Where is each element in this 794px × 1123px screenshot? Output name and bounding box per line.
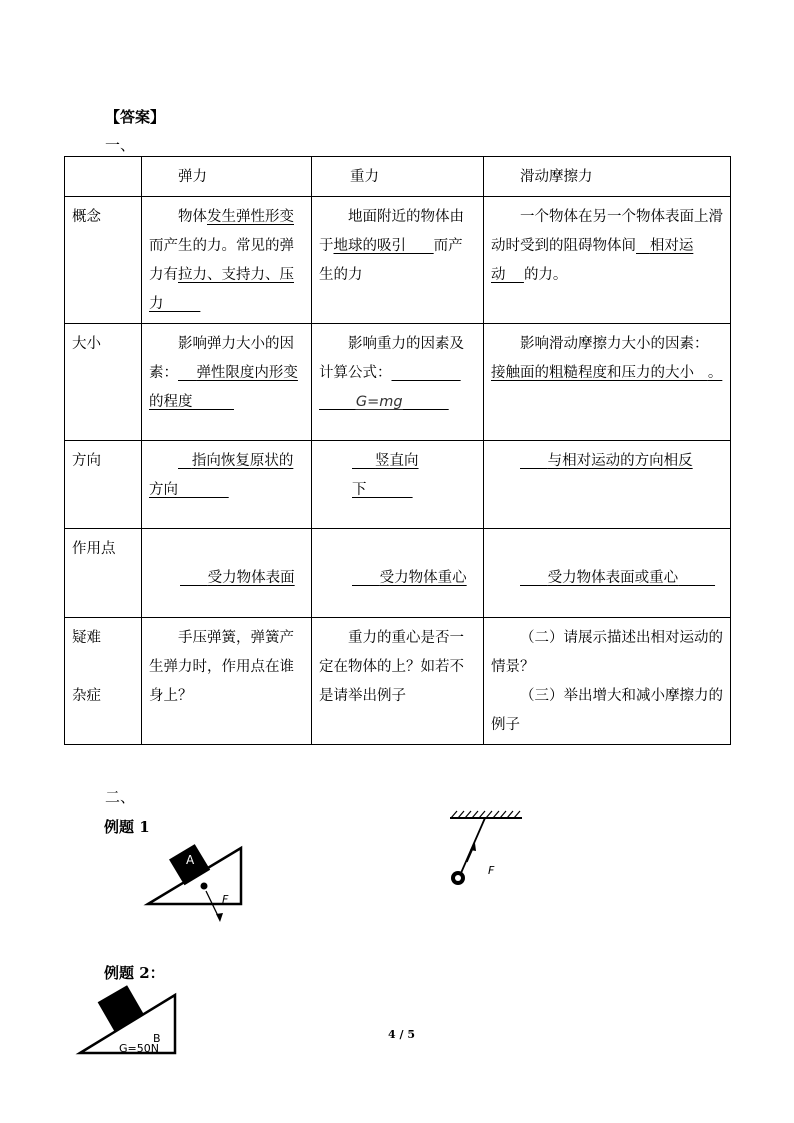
cell-elastic-direction: 指向恢复原状的方向: [142, 441, 312, 529]
cell-friction-direction: 与相对运动的方向相反: [484, 441, 731, 529]
table-row: [65, 324, 731, 441]
cell-elastic-magnitude: 影响弹力大小的因素： 弹性限度内形变的程度: [142, 324, 312, 441]
section-one-label: 一、: [105, 136, 136, 154]
table-row: [65, 618, 731, 745]
header-empty: [65, 157, 142, 197]
table-row: [65, 441, 731, 529]
block-a-label: A: [186, 853, 195, 867]
cell-gravity-concept: 地面附近的物体由于地球的吸引 而产生的力: [312, 197, 484, 324]
cell-elastic-difficult: 手压弹簧，弹簧产生弹力时，作用点在谁身上？: [142, 618, 312, 745]
cell-gravity-difficult: 重力的重心是否一定在物体的上？如若不是请举出例子: [312, 618, 484, 745]
table-row: [65, 197, 731, 324]
incline-diagram-2: [74, 985, 184, 1059]
cell-friction-point: 受力物体表面或重心: [484, 529, 731, 618]
comparison-table: [64, 156, 731, 745]
force-label-f2: F: [488, 864, 495, 877]
header-friction: 滑动摩擦力: [484, 157, 731, 197]
cell-gravity-point: 受力物体重心: [312, 529, 484, 618]
cell-friction-magnitude: 影响滑动摩擦力大小的因素： 接触面的粗糙程度和压力的大小 。: [484, 324, 731, 441]
cell-gravity-magnitude: 影响重力的因素及计算公式： G=mg: [312, 324, 484, 441]
force-label-f: F: [222, 893, 229, 906]
header-elastic: 弹力: [142, 157, 312, 197]
cell-elastic-concept: 物体发生弹性形变而产生的力。常见的弹力有拉力、支持力、压力: [142, 197, 312, 324]
row-label-magnitude: 大小: [65, 324, 142, 441]
cell-gravity-direction: 竖直向下: [312, 441, 484, 529]
cell-elastic-point: 受力物体表面: [142, 529, 312, 618]
page-number: 4 / 5: [388, 1028, 415, 1041]
section-two-label: 二、: [105, 788, 136, 806]
incline-diagram-1: [140, 836, 260, 930]
row-label-concept: 概念: [65, 197, 142, 324]
ball-center: [455, 875, 461, 881]
row-label-direction: 方向: [65, 441, 142, 529]
answer-heading: 【答案】: [105, 108, 166, 126]
table-header-row: [65, 157, 731, 197]
force-arrow-head: [216, 913, 223, 922]
example1-title: 例题 1: [104, 818, 150, 836]
header-gravity: 重力: [312, 157, 484, 197]
ceiling-hatch: [451, 811, 520, 818]
row-label-application-point: 作用点: [65, 529, 142, 618]
string-line: [461, 818, 485, 873]
row-label-difficult: 疑难 杂症: [65, 618, 142, 745]
center-of-mass-dot: [201, 883, 208, 890]
cell-friction-difficult: （二）请展示描述出相对运动的情景？ （三）举出增大和减小摩擦力的例子: [484, 618, 731, 745]
label-b: B: [153, 1032, 161, 1045]
example2-title: 例题 2：: [104, 964, 165, 982]
weight-label: G=50N: [119, 1042, 159, 1055]
table-row: [65, 529, 731, 618]
hanging-ball-diagram: [445, 806, 530, 892]
cell-friction-concept: 一个物体在另一个物体表面上滑动时受到的阻碍物体间 相对运动 的力。: [484, 197, 731, 324]
